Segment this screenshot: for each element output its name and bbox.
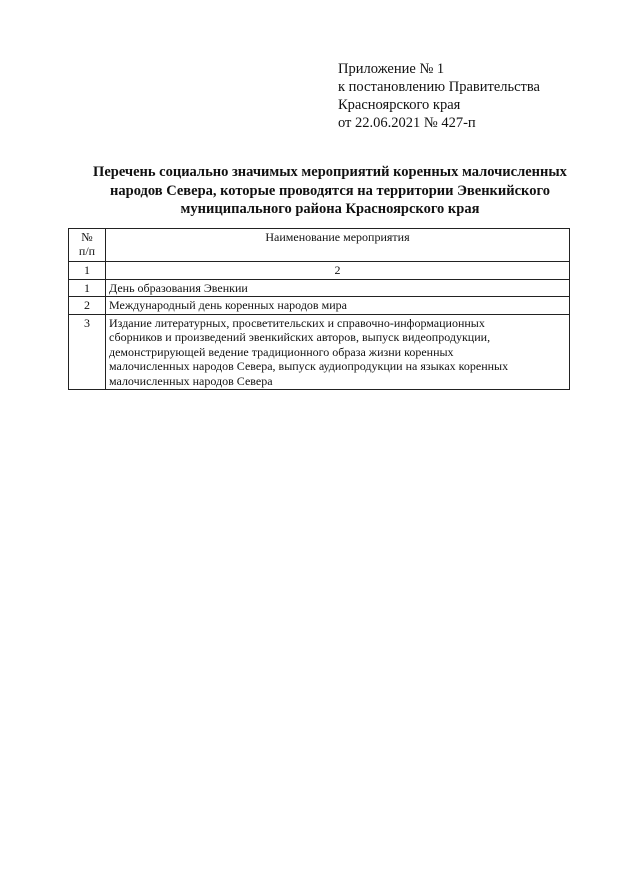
event-name-line: малочисленных народов Севера, выпуск аудиопродукции на языках коренных bbox=[109, 359, 509, 373]
table-row bbox=[69, 314, 570, 390]
header-number-abbr: п/п bbox=[78, 244, 96, 258]
row-event-name bbox=[106, 297, 570, 315]
event-name-line: Издание литературных, просветительских и справочно-информационных bbox=[109, 315, 485, 330]
table-row bbox=[69, 279, 570, 297]
appendix-block bbox=[338, 60, 608, 132]
title-line: Перечень социально значимых мероприятий коренных малочисленных bbox=[93, 164, 567, 180]
appendix-line: от 22.06.2021 № 427-п bbox=[338, 115, 476, 131]
events-table bbox=[68, 228, 570, 390]
event-name-line: День образования Эвенкии bbox=[109, 280, 248, 295]
document-title bbox=[60, 163, 600, 219]
column-number-row bbox=[69, 262, 570, 280]
appendix-line: к постановлению Правительства bbox=[338, 79, 540, 95]
table-row bbox=[69, 297, 570, 315]
row-number: 2 bbox=[69, 297, 106, 315]
event-name-line: Международный день коренных народов мира bbox=[109, 298, 347, 312]
column-number-1: 1 bbox=[69, 262, 106, 280]
appendix-line: Красноярского края bbox=[338, 97, 461, 113]
event-name-line: демонстрирующей ведение традиционного образа жизни коренных bbox=[109, 344, 454, 359]
title-line: муниципального района Красноярского края bbox=[180, 201, 480, 217]
header-name-cell: Наименование мероприятия bbox=[106, 229, 570, 262]
title-line: народов Севера, которые проводятся на территории Эвенкийского bbox=[110, 182, 550, 199]
event-name-line: малочисленных народов Севера bbox=[109, 373, 273, 388]
header-number-symbol: № bbox=[81, 230, 93, 244]
header-number-cell bbox=[69, 229, 106, 262]
row-number: 3 bbox=[69, 314, 106, 390]
row-number: 1 bbox=[69, 279, 106, 297]
appendix-line: Приложение № 1 bbox=[338, 61, 445, 77]
row-event-name bbox=[106, 314, 570, 390]
row-event-name bbox=[106, 279, 570, 297]
table-header-row bbox=[69, 229, 570, 262]
column-number-2: 2 bbox=[106, 262, 570, 280]
event-name-line: сборников и произведений эвенкийских авторов, выпуск видеопродукции, bbox=[109, 330, 491, 344]
